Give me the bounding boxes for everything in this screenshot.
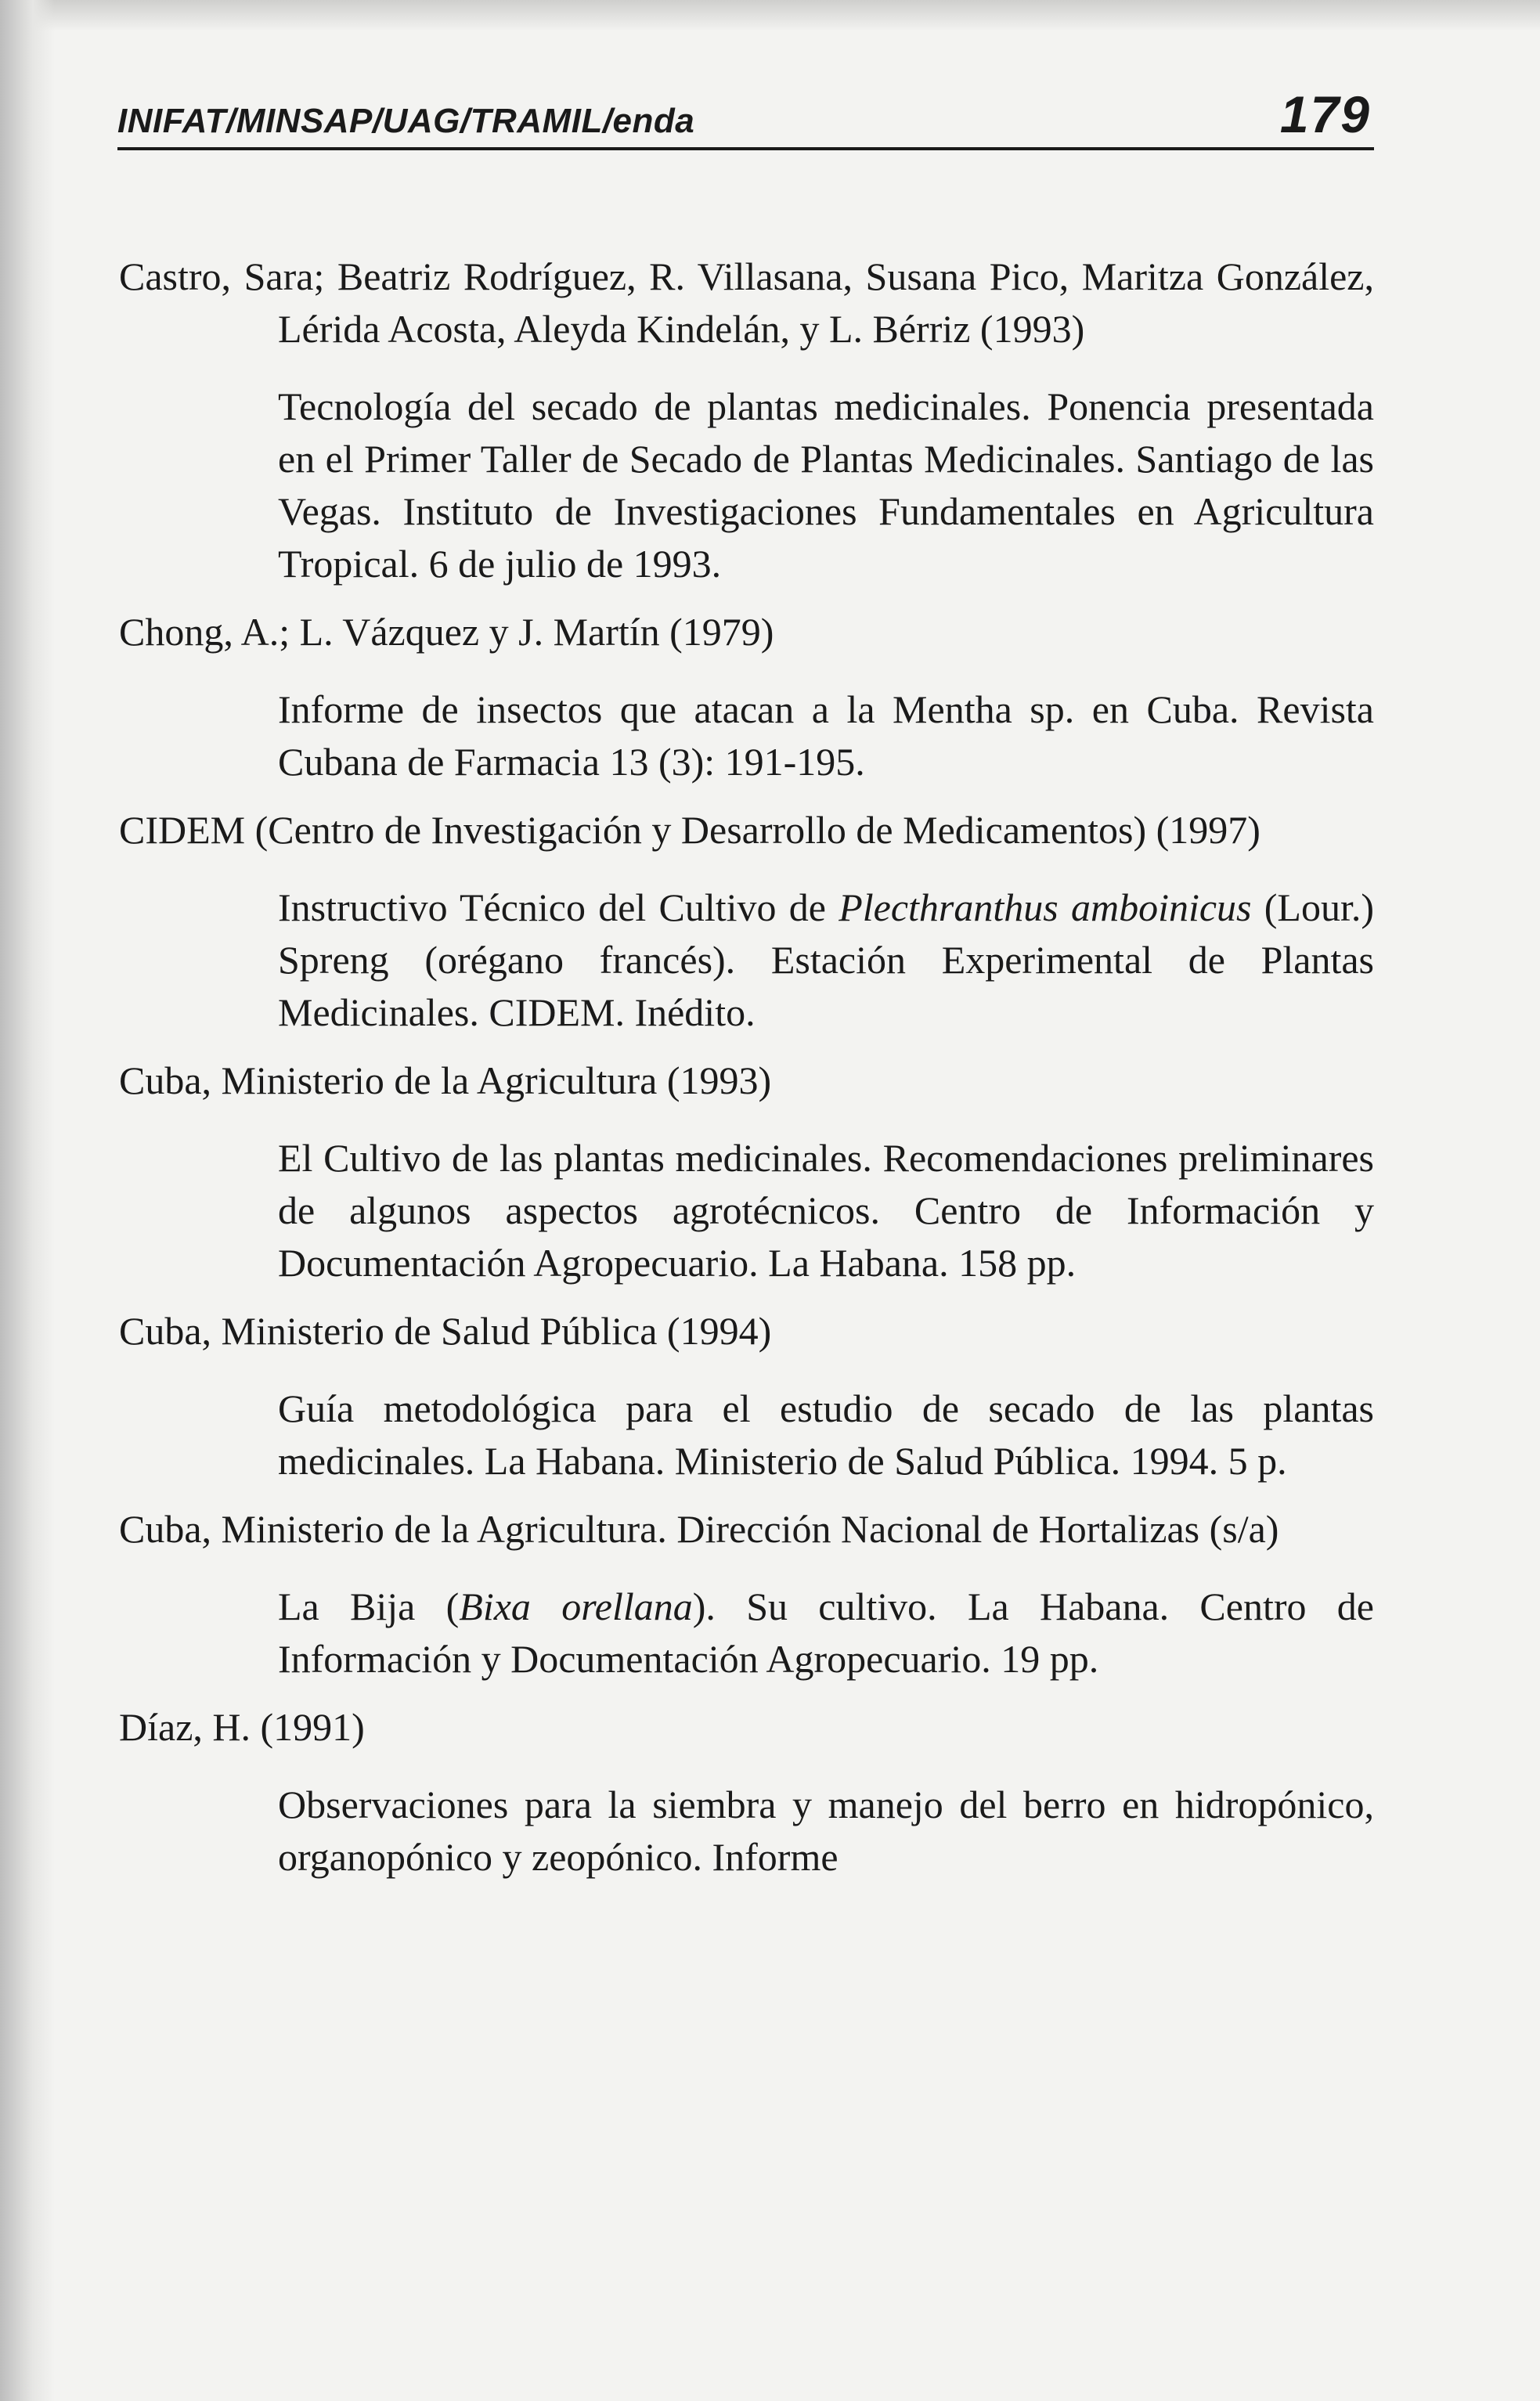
reference-description-text: La Bija ( bbox=[278, 1584, 460, 1628]
reference-author: Díaz, H. (1991) bbox=[119, 1705, 365, 1749]
reference-author: Chong, A.; L. Vázquez y J. Martín (1979) bbox=[119, 610, 774, 654]
reference-entry-diaz bbox=[119, 1701, 1374, 1884]
reference-description bbox=[119, 881, 1374, 1039]
reference-entry-minag-hortalizas bbox=[119, 1503, 1374, 1685]
reference-description: Guía metodológica para el estudio de secado de las plantas medicinales. La Habana. Ministerio de Salud Pública. 1994. 5 p. bbox=[278, 1386, 1374, 1483]
reference-list bbox=[119, 251, 1374, 1899]
reference-author: Cuba, Ministerio de la Agricultura. Dirección Nacional de Hortalizas (s/a) bbox=[119, 1507, 1279, 1551]
reference-description: Observaciones para la siembra y manejo del berro en hidropónico, organopónico y zeopónico. Informe bbox=[278, 1783, 1374, 1879]
reference-description-text: (Lour.) Spreng (orégano francés). Estación Experimental de Plantas Medicinales. CIDEM. Inédito. bbox=[278, 885, 1374, 1034]
reference-description-text: Instructivo Técnico del Cultivo de bbox=[278, 885, 839, 929]
reference-entry-castro bbox=[119, 251, 1374, 590]
reference-description-text: ). Su cultivo. La Habana. Centro de Información y Documentación Agropecuario. 19 pp. bbox=[278, 1584, 1374, 1681]
running-header bbox=[117, 72, 1374, 150]
page-shadow-left bbox=[0, 0, 55, 2401]
reference-description bbox=[119, 1581, 1374, 1685]
running-header-title: INIFAT/MINSAP/UAG/TRAMIL/enda bbox=[117, 102, 695, 140]
reference-description: Tecnología del secado de plantas medicinales. Ponencia presentada en el Primer Taller de Secado de Plantas Medicinales. Santiago de las Vegas. Instituto de Investigaciones Fundamentales en Agricultura Tropical. 6 de julio de 1993. bbox=[278, 384, 1374, 586]
species-name: Plecthranthus amboinicus bbox=[839, 885, 1252, 929]
reference-entry-chong bbox=[119, 606, 1374, 788]
page-shadow-top bbox=[0, 0, 1540, 31]
reference-author: Castro, Sara; Beatriz Rodríguez, R. Villasana, Susana Pico, Maritza González, Lérida Acosta, Aleyda Kindelán, y L. Bérriz (1993) bbox=[119, 254, 1374, 351]
reference-author: Cuba, Ministerio de la Agricultura (1993) bbox=[119, 1058, 772, 1102]
species-name: Bixa orellana bbox=[459, 1584, 693, 1628]
reference-description: Informe de insectos que atacan a la Mentha sp. en Cuba. Revista Cubana de Farmacia 13 (3): 191-195. bbox=[278, 687, 1374, 784]
reference-entry-cidem bbox=[119, 804, 1374, 1039]
reference-author: CIDEM (Centro de Investigación y Desarrollo de Medicamentos) (1997) bbox=[119, 808, 1260, 852]
reference-entry-minag-1993 bbox=[119, 1054, 1374, 1289]
reference-author: Cuba, Ministerio de Salud Pública (1994) bbox=[119, 1309, 772, 1353]
page-number: 179 bbox=[1279, 85, 1371, 143]
reference-entry-minsap-1994 bbox=[119, 1305, 1374, 1487]
reference-description: El Cultivo de las plantas medicinales. Recomendaciones preliminares de algunos aspectos agrotécnicos. Centro de Información y Documentación Agropecuario. La Habana. 158 pp. bbox=[278, 1136, 1374, 1285]
